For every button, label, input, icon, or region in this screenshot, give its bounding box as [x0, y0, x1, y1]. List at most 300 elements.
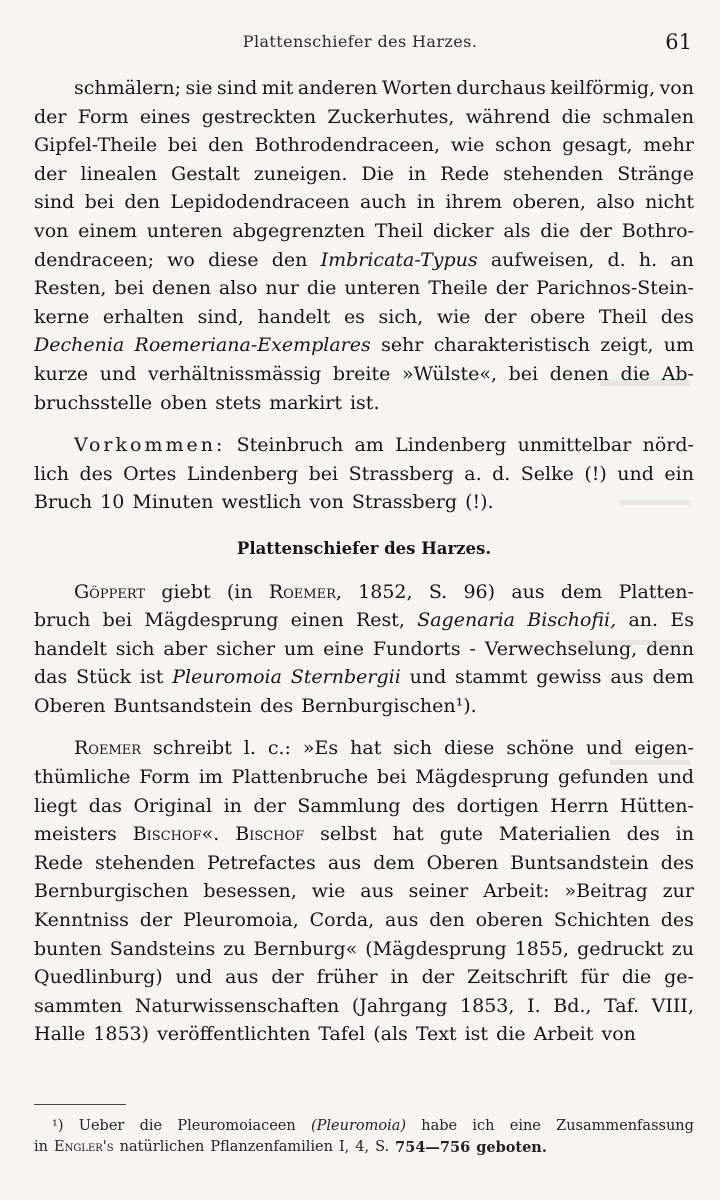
- word: erhalten: [102, 305, 184, 328]
- word: von: [34, 219, 69, 242]
- word: wo: [167, 248, 195, 271]
- heading-spacer: [34, 564, 694, 578]
- word: westlich: [221, 491, 302, 514]
- word: Ab-: [661, 362, 694, 385]
- word: einem: [78, 219, 137, 242]
- word: der: [271, 966, 304, 989]
- text-line: [34, 877, 694, 906]
- word: zuneigen.: [253, 162, 348, 185]
- word: für: [580, 966, 609, 989]
- word: Lindenberg: [186, 462, 299, 485]
- word: die: [540, 219, 570, 242]
- word: anderen: [297, 77, 378, 99]
- word: sich: [393, 737, 432, 760]
- word: von: [659, 77, 694, 99]
- word: Bischof: [235, 823, 305, 846]
- word: unteren: [344, 277, 421, 300]
- word: Stück: [76, 666, 132, 689]
- text-line: [34, 160, 694, 189]
- word: 4,: [355, 1139, 370, 1155]
- word: Quedlinburg): [34, 966, 163, 989]
- word: Form: [77, 105, 129, 128]
- word: Platten-: [618, 580, 694, 603]
- word: eine: [509, 1118, 541, 1134]
- word: (Pleuromoia): [310, 1118, 407, 1134]
- word: c.:: [267, 737, 291, 760]
- word: Resten,: [34, 277, 107, 300]
- word: bruchsstelle: [34, 391, 153, 414]
- word: Corda,: [309, 909, 375, 932]
- word: VIII,: [651, 994, 694, 1017]
- word: Pleuromoiaceen: [177, 1118, 296, 1134]
- word: sammten: [34, 994, 123, 1017]
- word: Pleuromoia: [172, 666, 282, 689]
- word: ge-: [664, 966, 694, 989]
- text-line: [34, 488, 694, 517]
- footnote-line: [34, 1116, 694, 1137]
- word: Naturwissenschaften: [134, 994, 340, 1017]
- word: während: [465, 105, 551, 128]
- word: kerne: [34, 305, 90, 328]
- word: des: [260, 694, 294, 717]
- word: der: [139, 909, 173, 932]
- word: dortigen: [456, 794, 539, 817]
- word: früher: [316, 966, 378, 989]
- word: Form: [139, 766, 190, 789]
- text-line: [34, 1020, 694, 1049]
- word: Hütten-: [619, 794, 694, 817]
- word: und: [585, 737, 623, 760]
- word: durchaus: [456, 77, 546, 99]
- word: schon: [495, 134, 552, 157]
- word: um: [284, 637, 315, 660]
- word: unteren: [146, 219, 223, 242]
- word: ist: [464, 1023, 489, 1046]
- word: zur: [662, 880, 694, 903]
- text-line: [34, 663, 694, 692]
- word: Schichten: [553, 909, 650, 932]
- word: Die: [361, 162, 394, 185]
- word: l.: [243, 737, 256, 760]
- word: oberen,: [512, 191, 586, 214]
- paragraph-spacer: [34, 417, 694, 431]
- word: des: [626, 823, 660, 846]
- text-line: [34, 389, 694, 418]
- word: 1853): [93, 1023, 150, 1046]
- word: h.: [638, 248, 658, 271]
- word: am: [354, 434, 384, 457]
- text-line: [34, 431, 694, 460]
- word: die: [620, 362, 651, 385]
- word: charakteristisch: [433, 334, 590, 357]
- word: Rede: [34, 851, 83, 874]
- word: ist: [139, 666, 164, 689]
- word: bei: [308, 462, 339, 485]
- word: aus: [360, 880, 394, 903]
- word: Verwechselung,: [484, 637, 638, 660]
- word: zeigt,: [600, 334, 654, 357]
- word: geboten.: [476, 1139, 547, 1156]
- word: lich: [34, 462, 70, 485]
- word: wie: [436, 305, 471, 328]
- word: Pflanzenfamilien: [210, 1139, 333, 1155]
- word: Parichnos-Stein-: [536, 277, 694, 300]
- word: schmälern;: [74, 77, 182, 99]
- word: 96): [463, 580, 496, 603]
- word: sie: [185, 77, 213, 99]
- word: liegt: [34, 794, 78, 817]
- word: Theil: [374, 219, 424, 242]
- word: den: [271, 248, 308, 271]
- word: eigen-: [634, 737, 694, 760]
- word: gute: [439, 823, 483, 846]
- word: seiner: [408, 880, 469, 903]
- word: 1853,: [460, 994, 515, 1017]
- word: die: [306, 277, 337, 300]
- word: Herrn: [550, 794, 609, 817]
- word: Strassberg: [351, 491, 458, 514]
- word: die: [496, 1023, 526, 1046]
- body-text: [34, 74, 694, 1049]
- word: 1852,: [358, 580, 413, 603]
- word: (!): [584, 462, 607, 485]
- intro-paragraphs: [34, 74, 694, 517]
- text-line: [34, 935, 694, 964]
- word: Steinbruch: [236, 434, 344, 457]
- word: des: [660, 909, 694, 932]
- paragraph: [34, 74, 694, 417]
- word: d.: [607, 248, 626, 271]
- text-line: [34, 74, 694, 103]
- word: die: [561, 105, 592, 128]
- text-line: [34, 360, 694, 389]
- text-line: [34, 820, 694, 849]
- word: wie: [450, 134, 485, 157]
- word: sicher: [216, 637, 276, 660]
- word: dem: [652, 666, 694, 689]
- text-line: [34, 906, 694, 935]
- word: 10: [100, 491, 125, 514]
- word: Minuten: [132, 491, 214, 514]
- word: gesagt,: [562, 134, 633, 157]
- word: diese: [208, 248, 259, 271]
- word: ich: [472, 1118, 495, 1134]
- word: dem: [373, 851, 415, 874]
- word: Bischofii,: [527, 609, 617, 632]
- word: Ortes: [123, 462, 177, 485]
- word: sich,: [378, 305, 424, 328]
- word: Bruch: [34, 491, 93, 514]
- word: aus: [327, 851, 362, 874]
- word: Dechenia: [34, 334, 125, 357]
- word: S.: [375, 1139, 390, 1155]
- word: das: [34, 666, 68, 689]
- word: und: [175, 966, 213, 989]
- text-line: [34, 246, 694, 275]
- word: Halle: [34, 1023, 86, 1046]
- word: den: [124, 191, 161, 214]
- word: handelt: [257, 305, 331, 328]
- word: bei: [84, 191, 115, 214]
- word: nörd-: [642, 434, 694, 457]
- word: in: [675, 823, 694, 846]
- word: an: [670, 248, 694, 271]
- text-line: [34, 763, 694, 792]
- word: Mägdesprung: [144, 609, 279, 632]
- word: a.: [464, 462, 482, 485]
- word: diese: [443, 737, 495, 760]
- word: ¹): [52, 1118, 64, 1134]
- word: Bernburgischen¹).: [301, 694, 477, 717]
- word: (in: [226, 580, 253, 603]
- paragraph: [34, 578, 694, 721]
- word: in: [407, 162, 427, 185]
- word: nicht: [645, 191, 694, 214]
- word: obere: [530, 305, 586, 328]
- word: Strassberg: [348, 462, 454, 485]
- word: der: [34, 162, 67, 185]
- word: bunten: [34, 937, 102, 960]
- text-line: [34, 188, 694, 217]
- word: aus: [385, 909, 419, 932]
- text-line: [34, 606, 694, 635]
- word: also: [596, 191, 635, 214]
- word: des: [660, 851, 694, 874]
- word: stammt: [455, 666, 528, 689]
- word: selbst: [320, 823, 377, 846]
- word: Lepidodendraceen: [170, 191, 350, 214]
- word: Zusammenfassung: [556, 1118, 694, 1134]
- word: denn: [646, 637, 694, 660]
- word: aus: [225, 966, 259, 989]
- word: I,: [338, 1139, 350, 1155]
- text-line: [34, 303, 694, 332]
- word: um: [663, 334, 694, 357]
- word: 1855,: [514, 937, 570, 960]
- word: Pleuromoia,: [183, 909, 299, 932]
- word: abgegrenzten: [232, 219, 366, 242]
- word: Theile: [428, 277, 488, 300]
- text-line: [34, 460, 694, 489]
- word: bei: [508, 362, 539, 385]
- word: zu: [671, 937, 694, 960]
- word: stehenden: [503, 162, 604, 185]
- word: an.: [628, 609, 659, 632]
- word: 754—756: [395, 1139, 471, 1156]
- word: Oberen: [426, 851, 499, 874]
- word: Rede: [440, 162, 490, 185]
- text-line: [34, 963, 694, 992]
- word: Zuckerhutes,: [327, 105, 455, 128]
- word: gedruckt: [577, 937, 664, 960]
- word: Sagenaria: [417, 609, 516, 632]
- word: in: [390, 966, 409, 989]
- word: »Wülste«,: [402, 362, 497, 385]
- word: unmittelbar: [517, 434, 632, 457]
- word: -: [469, 637, 476, 660]
- word: Materialien: [498, 823, 611, 846]
- word: von: [309, 491, 344, 514]
- word: gewiss: [536, 666, 602, 689]
- word: bei: [167, 134, 198, 157]
- word: einen: [290, 609, 344, 632]
- text-line: [34, 992, 694, 1021]
- word: Sternbergii: [290, 666, 401, 689]
- text-line: [34, 692, 694, 721]
- bleed-through-mark: [610, 760, 690, 765]
- word: Original: [133, 794, 213, 817]
- word: handelt: [34, 637, 107, 660]
- word: die: [139, 1118, 163, 1134]
- word: Kenntniss: [34, 909, 129, 932]
- word: giebt: [161, 580, 211, 603]
- word: Es: [670, 609, 694, 632]
- word: Worten: [381, 77, 452, 99]
- word: Petrefactes: [207, 851, 316, 874]
- word: schreibt: [153, 737, 232, 760]
- paragraph: [34, 734, 694, 1049]
- word: »Es: [302, 737, 339, 760]
- word: es: [343, 305, 365, 328]
- word: und: [617, 462, 654, 485]
- bleed-through-mark: [620, 500, 690, 505]
- footnote-divider: [34, 1104, 126, 1105]
- word: (als: [373, 1023, 408, 1046]
- word: bei: [376, 766, 407, 789]
- word: des: [660, 305, 694, 328]
- word: denen: [151, 277, 211, 300]
- word: meisters: [34, 823, 117, 846]
- text-line: [34, 274, 694, 303]
- text-line: [34, 734, 694, 763]
- word: Ueber: [78, 1118, 125, 1134]
- word: der: [253, 794, 286, 817]
- word: die: [621, 966, 652, 989]
- word: Taf.: [604, 994, 639, 1017]
- word: schöne: [506, 737, 574, 760]
- word: als: [503, 219, 531, 242]
- word: eines: [139, 105, 191, 128]
- text-line: [34, 792, 694, 821]
- word: der: [579, 219, 612, 242]
- word: Bd.,: [553, 994, 592, 1017]
- word: hat: [350, 737, 382, 760]
- word: wie: [311, 880, 346, 903]
- text-line: [34, 103, 694, 132]
- word: den: [429, 909, 465, 932]
- word: des: [79, 462, 113, 485]
- word: Gipfel-Theile: [34, 134, 158, 157]
- text-line: [34, 578, 694, 607]
- word: (!).: [465, 491, 494, 514]
- word: Rest,: [355, 609, 405, 632]
- word: linealen: [80, 162, 158, 185]
- word: also: [218, 277, 258, 300]
- word: gestreckten: [201, 105, 317, 128]
- word: Fundorts: [372, 637, 461, 660]
- word: denen: [549, 362, 609, 385]
- word: im: [198, 766, 223, 789]
- word: des: [412, 794, 446, 817]
- word: markirt: [269, 391, 342, 414]
- word: Theil: [598, 305, 648, 328]
- word: d.: [492, 462, 511, 485]
- word: bruch: [34, 609, 91, 632]
- word: Bothro-: [621, 219, 694, 242]
- paragraph: [34, 431, 694, 517]
- word: in: [223, 794, 242, 817]
- word: der: [421, 966, 455, 989]
- word: Gestalt: [171, 162, 240, 185]
- word: Sandsteins: [109, 937, 216, 960]
- word: Engler's: [53, 1139, 114, 1155]
- word: und: [409, 666, 447, 689]
- word: sind: [217, 77, 258, 99]
- word: gefunden: [557, 766, 649, 789]
- running-header: [0, 30, 720, 60]
- word: Lindenberg: [395, 434, 507, 457]
- word: Roemer: [74, 737, 142, 760]
- word: dicker: [432, 219, 494, 242]
- word: zu: [223, 937, 246, 960]
- page-number: 61: [665, 30, 692, 54]
- word: Imbricata-Typus: [320, 248, 478, 271]
- word: ist.: [349, 391, 380, 414]
- word: breite: [332, 362, 391, 385]
- word: nur: [265, 277, 299, 300]
- word: das: [88, 794, 122, 817]
- word: »Beitrag: [564, 880, 648, 903]
- word: dem: [560, 580, 603, 603]
- word: Oberen: [34, 694, 106, 717]
- word: Tafel: [318, 1023, 366, 1046]
- word: veröffentlichten: [157, 1023, 311, 1046]
- word: natürlichen: [119, 1139, 205, 1155]
- word: auch: [359, 191, 407, 214]
- word: der: [495, 277, 529, 300]
- text-line: [34, 635, 694, 664]
- word: keilförmig,: [550, 77, 656, 99]
- word: in: [34, 1139, 48, 1155]
- word: (Mägdesprung: [365, 937, 507, 960]
- word: oben: [160, 391, 208, 414]
- text-line: [34, 217, 694, 246]
- section-paragraphs: [34, 578, 694, 1050]
- section-heading: Plattenschiefer des Harzes.: [236, 538, 492, 558]
- word: sind: [34, 191, 75, 214]
- word: den: [208, 134, 244, 157]
- word: I.: [527, 994, 541, 1017]
- word: bei: [102, 609, 133, 632]
- word: Buntsandstein: [510, 851, 649, 874]
- word: ihrem: [445, 191, 503, 214]
- word: besessen,: [203, 880, 297, 903]
- word: habe: [421, 1118, 458, 1134]
- footnotes: [34, 1116, 694, 1158]
- word: in: [416, 191, 436, 214]
- word: Selke: [520, 462, 574, 485]
- word: stets: [215, 391, 262, 414]
- word: der: [34, 105, 67, 128]
- word: aufweisen,: [490, 248, 595, 271]
- text-line: [34, 331, 694, 360]
- word: hat: [392, 823, 424, 846]
- word: aber: [163, 637, 208, 660]
- word: kurze: [34, 362, 89, 385]
- word: dendraceen;: [34, 248, 154, 271]
- word: von: [601, 1023, 636, 1046]
- word: Göppert: [74, 580, 146, 603]
